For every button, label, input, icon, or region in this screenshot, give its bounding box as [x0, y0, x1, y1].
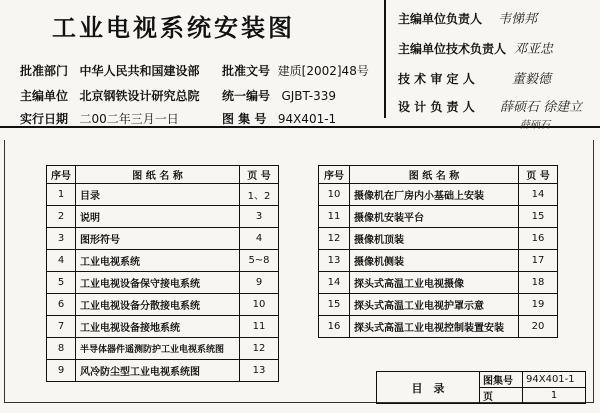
row-page: 15	[519, 206, 558, 228]
row-no: 9	[47, 360, 76, 382]
meta-unified-no	[222, 87, 336, 104]
row-no: 13	[319, 250, 350, 272]
table-row	[319, 272, 558, 294]
row-name: 摄像机侧装	[350, 250, 519, 272]
title-block-page-label: 页	[480, 388, 523, 404]
signature: 董毅德	[512, 72, 552, 87]
table-row	[47, 360, 279, 382]
table-row	[319, 184, 558, 206]
table-row	[319, 228, 558, 250]
signature: 薛硕石 徐建立	[500, 100, 583, 115]
row-name: 探头式高温工业电视摄像	[350, 272, 519, 294]
row-page: 13	[240, 360, 279, 382]
responsible-label: 设 计 负 责 人	[398, 100, 475, 114]
title-block-page-value: 1	[523, 388, 586, 404]
row-name: 说明	[76, 206, 240, 228]
meta-value: 建质[2002]48号	[277, 64, 369, 78]
meta-approval-no	[222, 62, 369, 79]
title-block-atlas-value: 94X401-1	[523, 372, 586, 388]
row-page: 14	[519, 184, 558, 206]
meta-label: 批准部门	[20, 64, 69, 78]
row-name: 半导体器件遥测防护工业电视系统图	[76, 338, 240, 360]
responsible-row	[398, 10, 482, 27]
row-page: 17	[519, 250, 558, 272]
row-no: 15	[319, 294, 350, 316]
header-name: 图 纸 名 称	[76, 166, 240, 184]
row-no: 3	[47, 228, 76, 250]
title-block-atlas-label: 图集号	[480, 372, 523, 388]
responsible-row	[398, 70, 475, 87]
row-no: 14	[319, 272, 350, 294]
table-row	[47, 206, 279, 228]
row-name: 摄像机顶装	[350, 228, 519, 250]
table-row	[47, 272, 279, 294]
row-page: 18	[519, 272, 558, 294]
header-no: 序号	[47, 166, 76, 184]
row-name: 工业电视设备接地系统	[76, 316, 240, 338]
meta-label: 图 集 号	[222, 112, 267, 126]
table-row	[319, 206, 558, 228]
meta-label: 实行日期	[20, 112, 69, 126]
row-page: 19	[519, 294, 558, 316]
row-name: 风冷防尘型工业电视系统图	[76, 360, 240, 382]
responsible-label: 主编单位负责人	[398, 12, 483, 26]
row-page: 3	[240, 206, 279, 228]
row-no: 2	[47, 206, 76, 228]
responsible-label: 主编单位技术负责人	[398, 42, 507, 56]
row-page: 10	[240, 294, 279, 316]
table-header-row	[47, 166, 279, 184]
row-name: 摄像机在厂房内小基础上安装	[350, 184, 519, 206]
row-page: 16	[519, 228, 558, 250]
row-no: 7	[47, 316, 76, 338]
table-row	[47, 250, 279, 272]
meta-value: 北京钢铁设计研究总院	[79, 89, 200, 103]
row-page: 1、2	[240, 184, 279, 206]
signature: 韦悌邦	[498, 12, 538, 27]
meta-editor	[20, 87, 199, 104]
row-name: 探头式高温工业电视护罩示意	[350, 294, 519, 316]
responsible-label: 技 术 审 定 人	[398, 72, 475, 86]
table-row	[47, 338, 279, 360]
row-no: 12	[319, 228, 350, 250]
row-name: 工业电视设备保守接电系统	[76, 272, 240, 294]
header-no: 序号	[319, 166, 350, 184]
row-page: 11	[240, 316, 279, 338]
row-no: 5	[47, 272, 76, 294]
atlas-title: 工业电视系统安装图	[52, 14, 295, 42]
row-page: 20	[519, 316, 558, 338]
row-no: 16	[319, 316, 350, 338]
meta-atlas-no	[222, 110, 336, 127]
table-row	[47, 294, 279, 316]
row-name: 工业电视设备分散接电系统	[76, 294, 240, 316]
row-no: 1	[47, 184, 76, 206]
table-row	[319, 316, 558, 338]
responsible-row	[398, 98, 475, 115]
header-page: 页 号	[519, 166, 558, 184]
table-row	[319, 250, 558, 272]
row-page: 12	[240, 338, 279, 360]
title-block	[376, 371, 586, 404]
header-page: 页 号	[240, 166, 279, 184]
row-name: 摄像机安装平台	[350, 206, 519, 228]
meta-label: 统一编号	[222, 89, 271, 103]
row-no: 11	[319, 206, 350, 228]
responsible-row	[398, 40, 506, 57]
row-no: 10	[319, 184, 350, 206]
row-page: 9	[240, 272, 279, 294]
meta-approver	[20, 62, 199, 79]
meta-label: 批准文号	[222, 64, 271, 78]
row-name: 探头式高温工业电视控制装置安装	[350, 316, 519, 338]
row-name: 目录	[76, 184, 240, 206]
row-name: 图形符号	[76, 228, 240, 250]
row-no: 4	[47, 250, 76, 272]
table-row	[47, 228, 279, 250]
index-table-left	[46, 165, 279, 382]
signature: 薛硕石	[520, 120, 550, 131]
meta-label: 主编单位	[20, 89, 69, 103]
meta-value: 二00二年三月一日	[79, 112, 179, 126]
row-page: 4	[240, 228, 279, 250]
header-divider	[384, 0, 386, 118]
table-row	[47, 184, 279, 206]
row-no: 8	[47, 338, 76, 360]
row-name: 工业电视系统	[76, 250, 240, 272]
meta-value: 中华人民共和国建设部	[79, 64, 200, 78]
meta-value: GJBT-339	[281, 89, 337, 103]
meta-value: 94X401-1	[277, 112, 337, 126]
title-block-name: 目 录	[377, 372, 480, 404]
signature: 邓亚忠	[514, 42, 554, 57]
meta-date	[20, 110, 179, 127]
row-no: 6	[47, 294, 76, 316]
index-table-right	[318, 165, 558, 338]
header-bottom-rule	[0, 126, 600, 128]
row-page: 5~8	[240, 250, 279, 272]
header-name: 图 纸 名 称	[350, 166, 519, 184]
table-row	[319, 294, 558, 316]
table-header-row	[319, 166, 558, 184]
table-row	[47, 316, 279, 338]
